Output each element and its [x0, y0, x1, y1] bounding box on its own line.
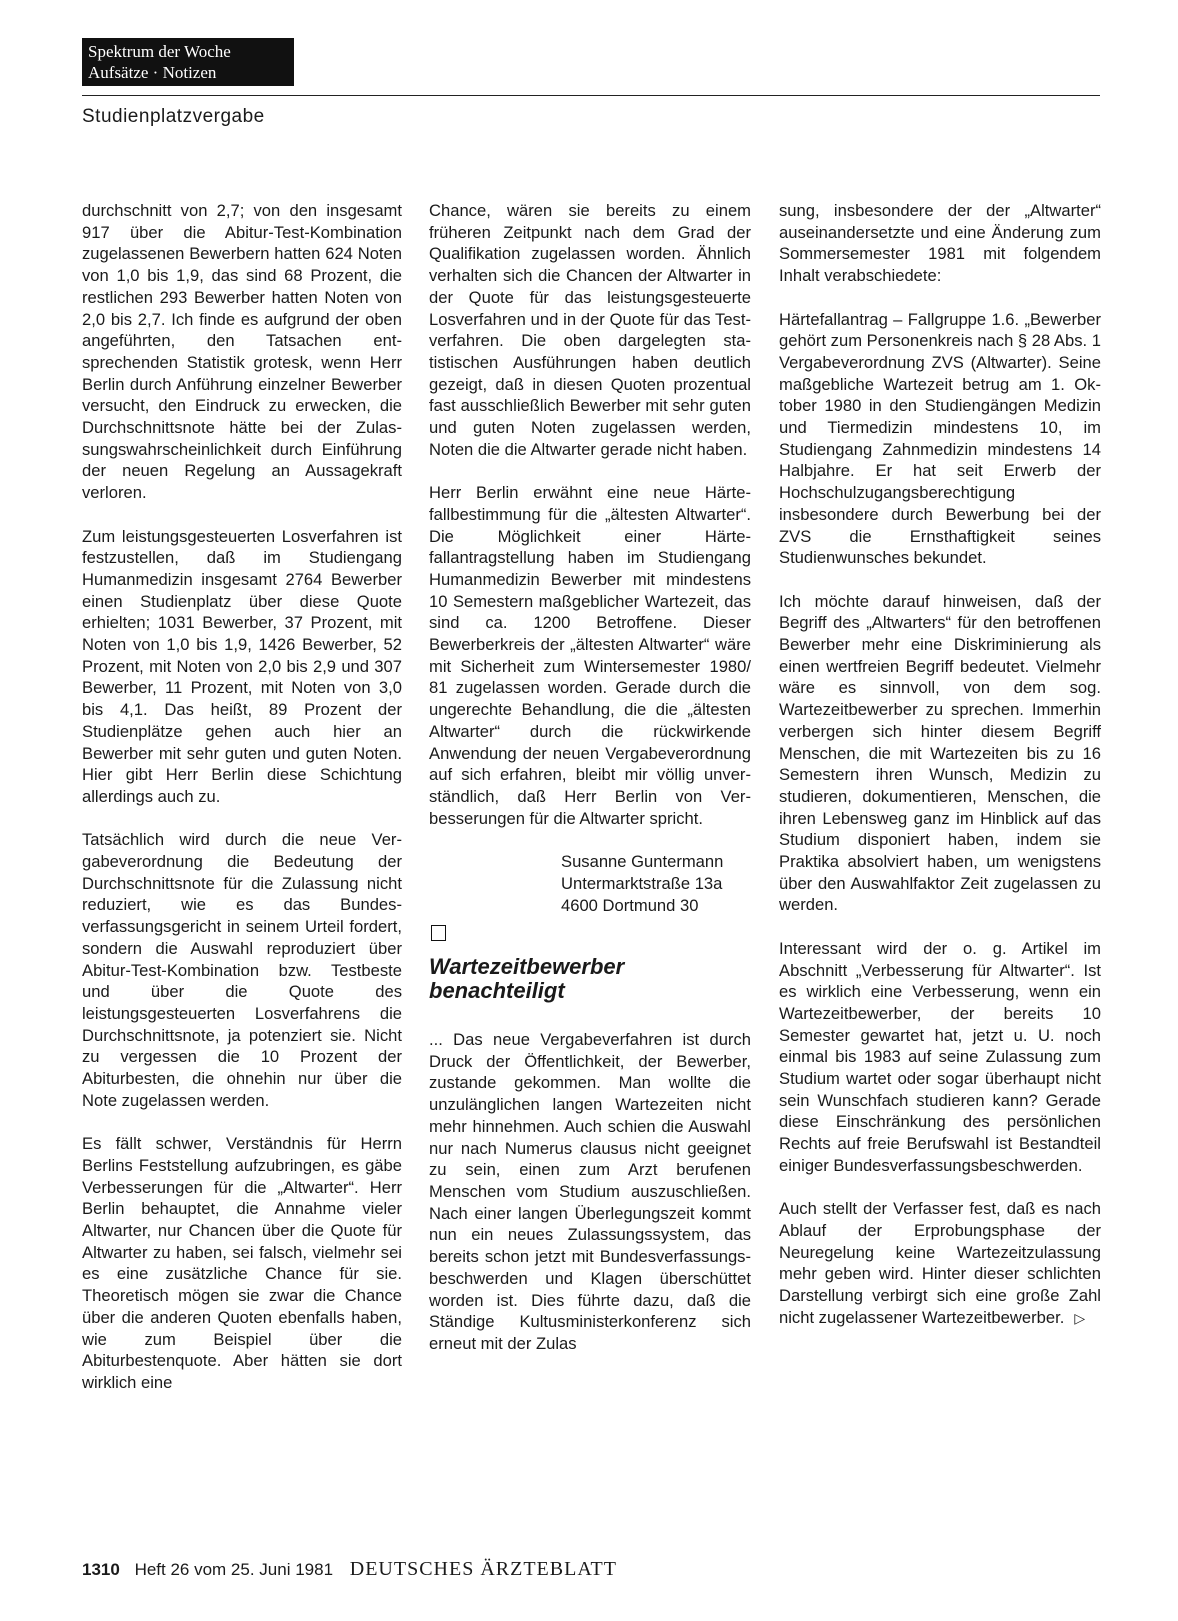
author-name: Susanne Guntermann	[561, 852, 724, 872]
paragraph: Es fällt schwer, Verständnis für Herrn Berlins Feststellung aufzubringen, es gäbe Verbesserungen für die „Altwarter“. Herr Berlin behauptet, die Annahme vieler Altwarter, nur Chancen über die Quote für Altwarter zu haben, sei falsch, vielmehr sei es eine zusätzliche Chance für sie. Theoretisch mögen sie zwar die Chance über die anderen Quoten ebenfalls haben, wie zum Beispiel über die Abiturbestenquote. Aber hätten sie dort wirklich eine	[82, 1134, 402, 1392]
journal-name: DEUTSCHES ÄRZTEBLATT	[349, 1558, 617, 1580]
column-2	[429, 200, 751, 1376]
section-title: Studienplatzvergabe	[82, 106, 265, 127]
paragraph: sung, insbesondere der der „Altwarter“ auseinandersetzte und eine Änderung zum Sommersemester 1981 mit folgendem Inhalt verabschiedete:	[779, 201, 1101, 286]
end-of-article-box-icon	[431, 925, 446, 941]
issue-info: Heft 26 vom 25. Juni 1981	[134, 1560, 334, 1579]
article-heading-line-1: Wartezeitbewerber	[429, 954, 625, 980]
paragraph: Zum leistungsgesteuerten Losverfahren ist festzustellen, daß im Studiengang Humanmedizin insgesamt 2764 Bewerber einen Studienplatz über diese Quote erhielten; 1031 Bewerber, 37 Prozent, mit Noten von 1,0 bis 1,9, 1426 Bewerber, 52 Prozent, mit Noten von 2,0 bis 2,9 und 307 Bewerber, 11 Prozent, mit Noten von 3,0 bis 4,1. Das heißt, 89 Prozent der Studienplätze gehen auch hier an Bewerber mit sehr guten und guten Noten. Hier gibt Herr Berlin diese Schichtung allerdings auch zu.	[82, 526, 402, 806]
column-3	[779, 200, 1101, 1351]
paragraph: Herr Berlin erwähnt eine neue Härtefallbestimmung für die „ältesten Altwarter“. Die Möglichkeit einer Härtefallantragstellung haben im Studiengang Humanmedizin Bewerber mit mindestens 10 Semestern maßgeblicher Wartezeit, das sind ca. 1200 Betroffene. Dieser Bewerberkreis der „ältesten Altwarter“ wäre mit Sicherheit zum Wintersemester 1980/ 81 zugelassen worden. Gerade durch die ungerechte Behandlung, die die „ältesten Altwarter“ durch die rückwirkende Anwendung der neuen Vergabeverordnung auf sich erfahren, bleibt mir völlig unverständlich, daß Herr Berlin von Verbesserungen für die Altwarter spricht.	[429, 483, 751, 828]
author-street: Untermarktstraße 13a	[561, 874, 723, 894]
article-heading	[429, 955, 751, 1003]
author-city: 4600 Dortmund 30	[561, 896, 699, 916]
paragraph: Interessant wird der o. g. Artikel im Abschnitt „Verbesserung für Altwarter“. Ist es wirklich eine Verbesserung, wenn ein Wartezeitbewerber, der bereits 10 Semester gewartet hat, jetzt u. U. noch einmal bis 1983 auf seine Zulassung zum Studium wartet oder sogar überhaupt nicht sein Wunschfach studieren kann? Gerade diese Einschränkung des persönlichen Rechts auf freie Berufswahl ist Bestandteil einiger Bundesverfassungsbeschwerden.	[779, 938, 1101, 1175]
paragraph: durchschnitt von 2,7; von den insgesamt 917 über die Abitur-Test-Kombination zugelassenen Bewerbern hatten 624 Noten von 1,0 bis 1,9, das sind 68 Prozent, die restlichen 293 Bewerber hatten Noten von 2,0 bis 2,7. Ich finde es aufgrund der oben angeführten, den Tatsachen entsprechenden Statistik grotesk, wenn Herr Berlin durch Anführung einzelner Bewerber versucht, den Eindruck zu erwecken, die Durchschnittsnote hätte bei der Zulassungswahrscheinlichkeit durch Einführung der neuen Regelung an Aussagekraft verloren.	[82, 201, 402, 503]
author-signature	[561, 851, 751, 917]
column-1	[82, 200, 402, 1415]
paragraph: Ich möchte darauf hinweisen, daß der Begriff des „Altwarters“ für den betroffenen Bewerber mehr eine Diskriminierung als einen wertfreien Begriff bedeutet. Vielmehr wäre es sinnvoll, von dem sog. Wartezeitbewerber zu sprechen. Immerhin verbergen sich hinter diesem Begriff Menschen, die mit Wartezeiten bis zu 16 Semestern ihren Wunsch, Medizin zu studieren, dokumentieren, Menschen, die ihren Lebensweg ganz im Hinblick auf das Studium disponiert haben, indem sie Praktika absolviert haben, um wenigstens über den Auswahlfaktor Zeit zugelassen zu werden.	[779, 591, 1101, 915]
page-number: 1310	[82, 1560, 120, 1579]
paragraph-last	[779, 1198, 1101, 1329]
article-heading-line-2: benachteiligt	[429, 978, 565, 1004]
section-header-block	[82, 38, 294, 86]
paragraph: Chance, wären sie bereits zu einem früheren Zeitpunkt nach dem Grad der Qualifikation zugelassen worden. Ähnlich verhalten sich die Chancen der Altwarter in der Quote für das leistungsgesteuerte Losverfahren und in der Quote für das Testverfahren. Die oben dargelegten statistischen Ausführungen haben deutlich gezeigt, daß in diesen Quoten prozentual fast ausschließlich Bewerber mit sehr guten und guten Noten zugelassen werden, Noten die die Altwarter gerade nicht haben.	[429, 201, 751, 459]
page-footer	[82, 1558, 617, 1581]
header-rule	[82, 95, 1100, 96]
continue-arrow-icon: ▷	[1074, 1309, 1086, 1326]
paragraph-text: Auch stellt der Verfasser fest, daß es nach Ablauf der Erprobungsphase der Neuregelung keine Wartezeitzulassung mehr geben wird. Hinter dieser schlichten Darstellung verbirgt sich eine große Zahl nicht zugelassener Wartezeitbewerber.	[779, 1199, 1101, 1327]
paragraph: ... Das neue Vergabeverfahren ist durch Druck der Öffentlichkeit, der Bewerber, zustande gekommen. Man wollte die unzulänglichen langen Wartezeiten nicht mehr hinnehmen. Auch schien die Auswahl nur nach Numerus clausus nicht geeignet zu sein, einen zum Arzt berufenen Menschen vom Studium auszuschließen. Nach einer langen Überlegungszeit kommt nun ein neues Zulassungssystem, das bereits schon jetzt mit Bundesverfassungsbeschwerden und Klagen überschüttet worden ist. Dies führte dazu, daß die Ständige Kultusministerkonferenz sich erneut mit der Zulas	[429, 1030, 751, 1353]
header-line-2: Aufsätze · Notizen	[88, 63, 217, 82]
paragraph: Härtefallantrag – Fallgruppe 1.6. „Bewerber gehört zum Personenkreis nach § 28 Abs. 1 Vergabeverordnung ZVS (Altwarter). Seine maßgebliche Wartezeit betrug am 1. Oktober 1980 in den Studiengängen Medizin und Tiermedizin mindestens 10, im Studiengang Zahnmedizin mindestens 14 Halbjahre. Er hat seit Erwerb der Hochschulzugangsberechtigung insbesondere durch Bewerbung bei der ZVS die Ernsthaftigkeit seines Studienwunsches bekundet.	[779, 309, 1101, 568]
header-line-1: Spektrum der Woche	[88, 42, 231, 61]
paragraph: Tatsächlich wird durch die neue Vergabeverordnung die Bedeutung der Durchschnittsnote für die Zulassung nicht reduziert, wie es das Bundesverfassungsgericht in seinem Urteil fordert, sondern die Auswahl reproduziert über Abitur-Test-Kombination bzw. Testbeste und über die Quote des leistungsgesteuerten Losverfahrens die Durchschnittsnote, ja potenziert sie. Nicht zu vergessen die 10 Prozent der Abiturbesten, die ohnehin nur über die Note zugelassen werden.	[82, 830, 402, 1110]
